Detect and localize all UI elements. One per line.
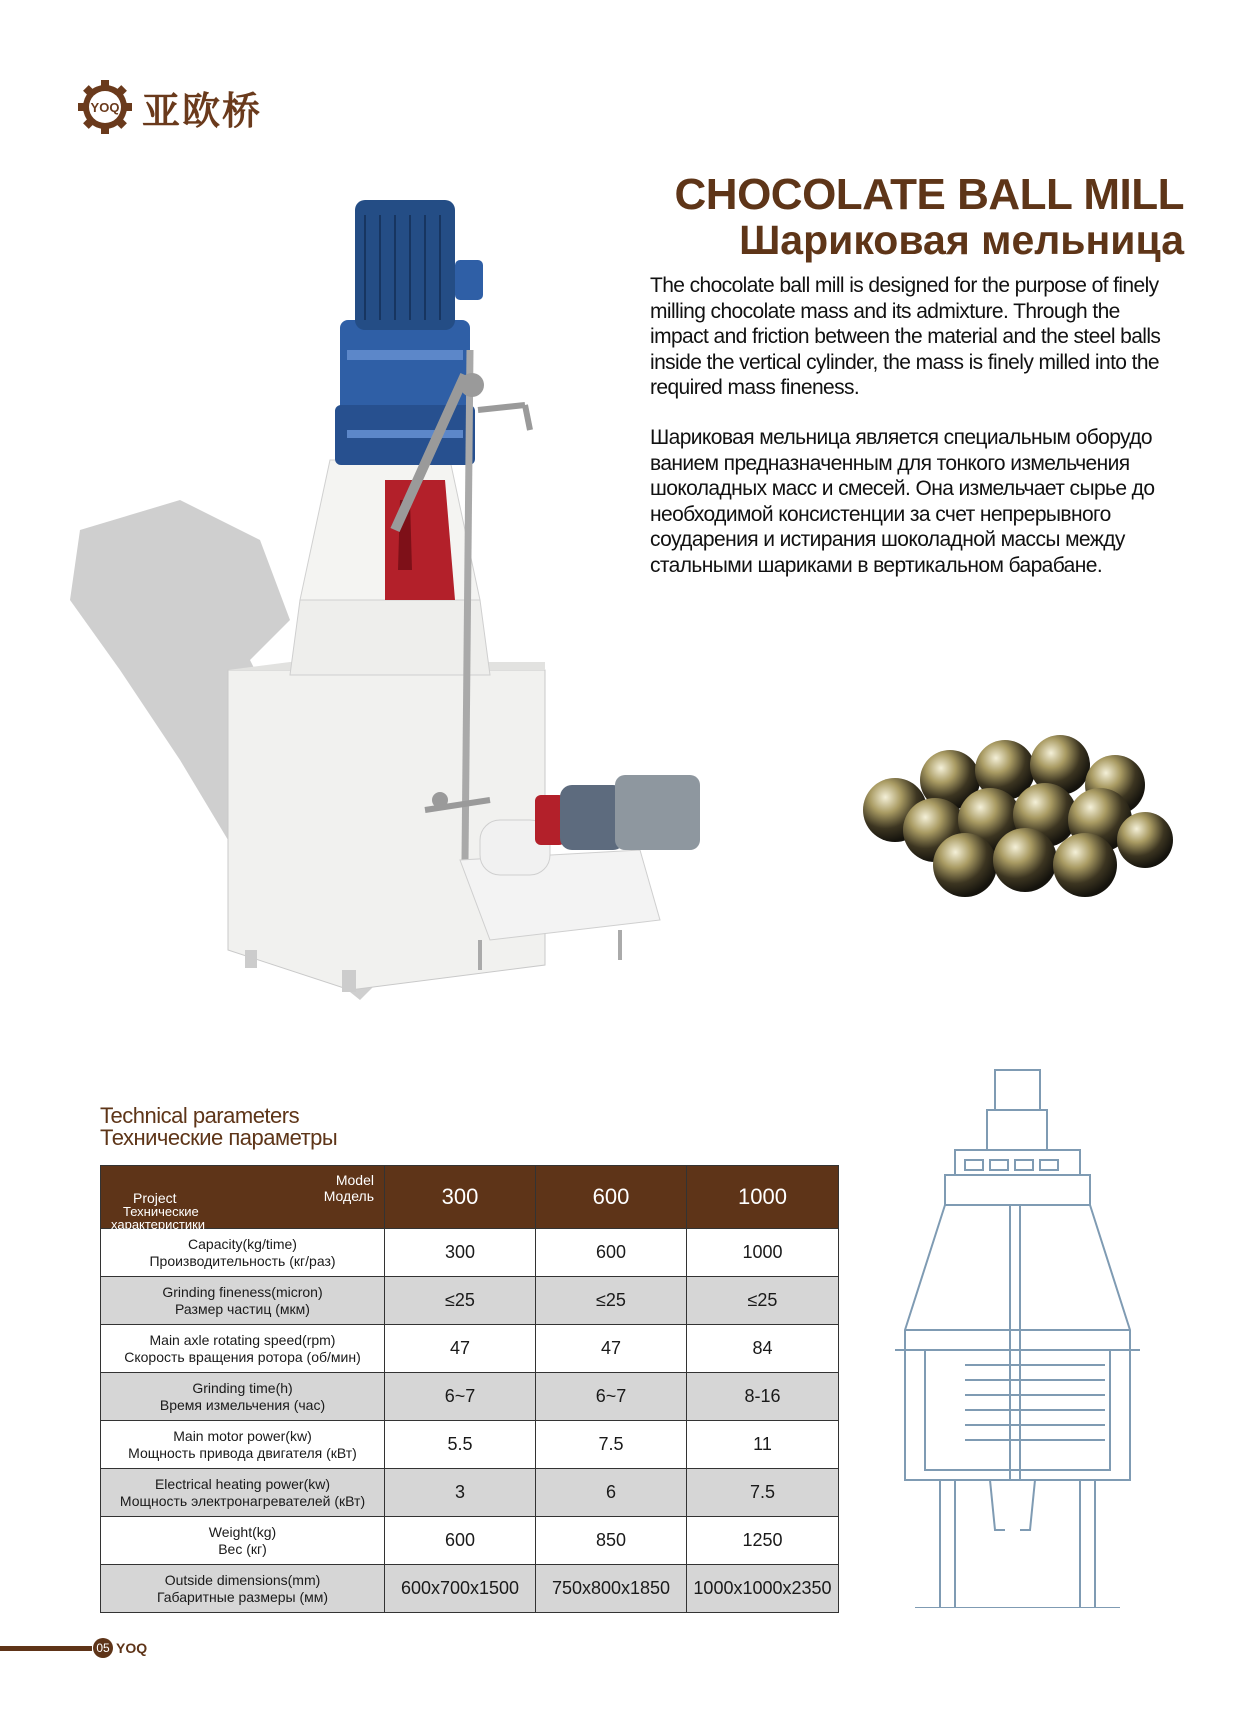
table-row (101, 1421, 839, 1469)
page-number: 05 (93, 1638, 113, 1658)
table-cell: 7.5 (687, 1469, 839, 1517)
gear-logo-icon (76, 78, 134, 136)
footer-brand: YOQ (116, 1640, 148, 1656)
table-cell: 300 (385, 1229, 536, 1277)
corner-project-ru-2: характеристики (111, 1217, 206, 1232)
corner-model-ru: Модель (323, 1188, 374, 1204)
row-label: Capacity(kg/time) Производительность (кг/раз) (101, 1229, 385, 1277)
ball-mill-machine-image (60, 200, 750, 1050)
table-cell: ≤25 (687, 1277, 839, 1325)
footer-rule (0, 1646, 92, 1651)
table-cell: 850 (536, 1517, 687, 1565)
table-row (101, 1469, 839, 1517)
table-cell: ≤25 (536, 1277, 687, 1325)
table-cell: 1000 (687, 1229, 839, 1277)
table-row (101, 1517, 839, 1565)
table-cell: 6~7 (536, 1373, 687, 1421)
tech-params-heading-en: Technical parameters (100, 1103, 300, 1128)
row-label: Outside dimensions(mm) Габаритные размеры (мм) (101, 1565, 385, 1613)
table-corner-cell (101, 1166, 385, 1232)
row-label: Weight(kg) Вес (кг) (101, 1517, 385, 1565)
table-header-row (101, 1166, 839, 1229)
description-ru: Шариковая мельница является специальным оборудо ванием предназначенным для тонкого измельчения шоколадных масс и смесей. Она измельчает сырье до необходимой консистенции за счет непрерывного соударения и истирания шоколадной массы между стальными шариками в вертикальном барабане. (650, 426, 1155, 577)
row-label: Main axle rotating speed(rpm) Скорость вращения ротора (об/мин) (101, 1325, 385, 1373)
model-header: 1000 (687, 1166, 839, 1229)
corner-model-en: Model (335, 1172, 374, 1188)
technical-drawing-image (895, 1060, 1195, 1608)
table-cell: 6 (536, 1469, 687, 1517)
row-label: Grinding fineness(micron) Размер частиц (мкм) (101, 1277, 385, 1325)
table-cell: 5.5 (385, 1421, 536, 1469)
row-label: Electrical heating power(kw) Мощность электронагревателей (кВт) (101, 1469, 385, 1517)
table-cell: 47 (536, 1325, 687, 1373)
page-title-en: CHOCOLATE BALL MILL (674, 170, 1184, 219)
table-row (101, 1277, 839, 1325)
table-cell: 600 (536, 1229, 687, 1277)
brand-name: 亚欧桥 (142, 88, 263, 133)
table-cell: 6~7 (385, 1373, 536, 1421)
table-cell: ≤25 (385, 1277, 536, 1325)
table-row (101, 1325, 839, 1373)
steel-balls-image (835, 710, 1175, 910)
tech-params-heading-ru: Технические параметры (100, 1125, 338, 1150)
brand-logo (76, 78, 262, 136)
row-label: Grinding time(h) Время измельчения (час) (101, 1373, 385, 1421)
page-title-ru: Шариковая мельница (739, 217, 1184, 263)
table-cell: 11 (687, 1421, 839, 1469)
corner-project-en: Project (133, 1190, 177, 1206)
table-cell: 600x700x1500 (385, 1565, 536, 1613)
table-cell: 47 (385, 1325, 536, 1373)
row-label: Main motor power(kw) Мощность привода двигателя (кВт) (101, 1421, 385, 1469)
tech-params-table (100, 1165, 839, 1613)
model-header: 300 (385, 1166, 536, 1229)
model-header: 600 (536, 1166, 687, 1229)
corner-project-ru-1: Технические (123, 1204, 199, 1219)
table-cell: 7.5 (536, 1421, 687, 1469)
table-cell: 750x800x1850 (536, 1565, 687, 1613)
table-cell: 8-16 (687, 1373, 839, 1421)
table-cell: 84 (687, 1325, 839, 1373)
table-cell: 1000x1000x2350 (687, 1565, 839, 1613)
table-row (101, 1565, 839, 1613)
table-row (101, 1229, 839, 1277)
table-cell: 600 (385, 1517, 536, 1565)
corner-model (324, 1172, 374, 1204)
tech-params-heading (100, 1105, 337, 1149)
table-cell: 3 (385, 1469, 536, 1517)
description-en: The chocolate ball mill is designed for the purpose of finely milling chocolate mass and its admixture. Through the impact and friction between the material and the steel balls inside the vertical cylinder, the mass is finely milled into the required mass fineness. (650, 274, 1161, 399)
logo-mark: YOQ (90, 100, 120, 115)
corner-project (111, 1192, 205, 1231)
table-cell: 1250 (687, 1517, 839, 1565)
table-row (101, 1373, 839, 1421)
